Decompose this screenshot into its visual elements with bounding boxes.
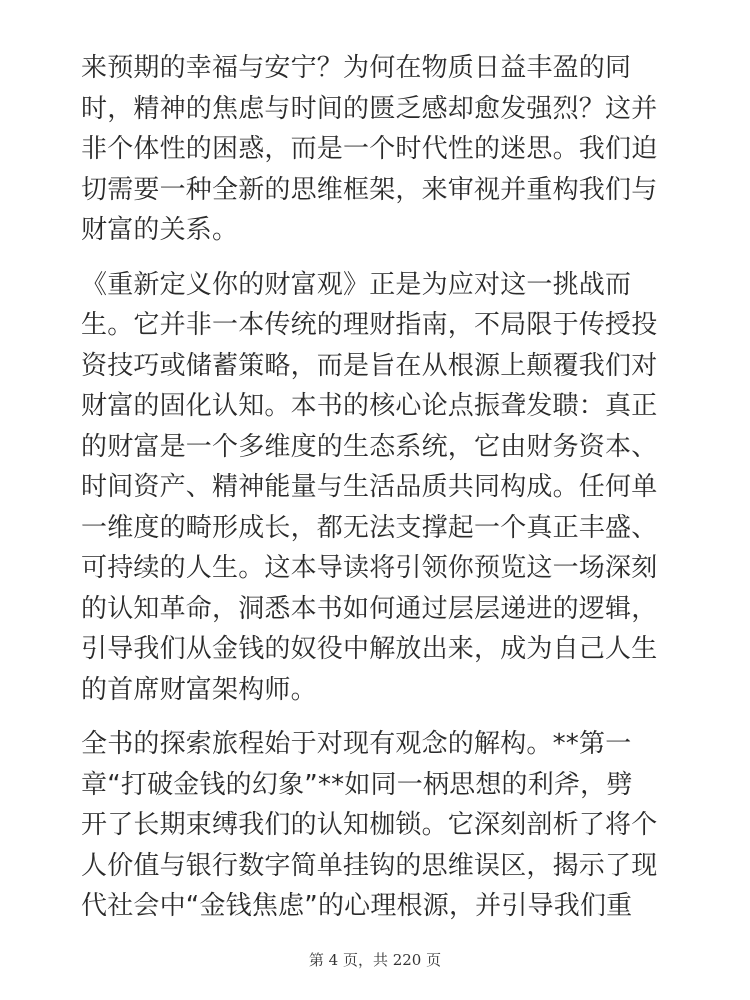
text-line: 时，精神的焦虑与时间的匮乏感却愈发强烈？这并 (81, 93, 658, 124)
paragraph-3 (81, 724, 681, 927)
page-number-footer: 第 4 页，共 220 页 (308, 951, 442, 969)
text-line: 引导我们从金钱的奴役中解放出来，成为自己人生 (81, 634, 658, 664)
text-line: 财富的关系。 (81, 215, 239, 245)
text-line: 的首席财富架构师。 (81, 674, 317, 705)
paragraph-2 (81, 265, 681, 711)
text-line: 资技巧或储蓄策略，而是旨在从根源上颠覆我们对 (81, 350, 658, 381)
text-line: 时间资产、精神能量与生活品质共同构成。任何单 (81, 472, 658, 502)
text-line: 切需要一种全新的思维框架，来审视并重构我们与 (81, 174, 658, 205)
text-line: 财富的固化认知。本书的核心论点振聋发聩：真正 (81, 391, 658, 421)
text-line: 章“打破金钱的幻象”**如同一柄思想的利斧，劈 (81, 769, 633, 800)
text-line: 一维度的畸形成长，都无法支撑起一个真正丰盛、 (81, 512, 658, 543)
body-text (81, 48, 681, 941)
text-line: 《重新定义你的财富观》正是为应对这一挑战而 (81, 269, 632, 300)
text-line: 生。它并非一本传统的理财指南，不局限于传授投 (81, 310, 658, 340)
text-line: 可持续的人生。这本导读将引领你预览这一场深刻 (81, 553, 658, 583)
text-line: 人价值与银行数字简单挂钩的思维误区，揭示了现 (81, 850, 658, 881)
paragraph-1 (81, 48, 681, 251)
text-line: 来预期的幸福与安宁？为何在物质日益丰盈的同 (81, 53, 632, 83)
text-line: 非个体性的困惑，而是一个时代性的迷思。我们迫 (81, 134, 658, 164)
text-line: 代社会中“金钱焦虑”的心理根源，并引导我们重 (81, 891, 633, 921)
text-line: 的财富是一个多维度的生态系统，它由财务资本、 (81, 431, 658, 462)
text-line: 全书的探索旅程始于对现有观念的解构。**第一 (81, 729, 632, 759)
text-line: 开了长期束缚我们的认知枷锁。它深刻剖析了将个 (81, 810, 658, 840)
text-line: 的认知革命，洞悉本书如何通过层层递进的逻辑， (81, 593, 658, 624)
